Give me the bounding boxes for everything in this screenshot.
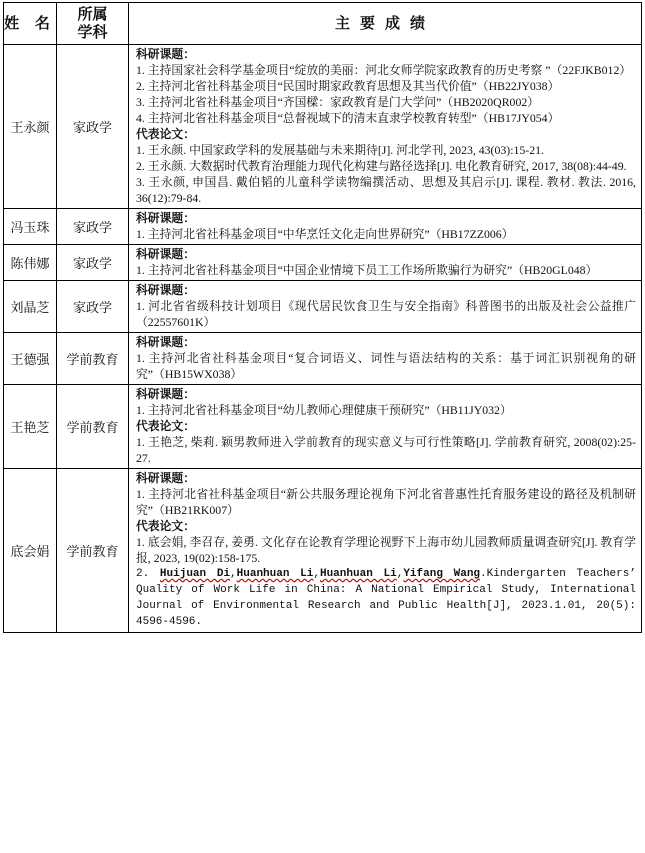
achievements-cell — [129, 45, 642, 209]
research-item: 1. 主持河北省社科基金项目“新公共服务理论视角下河北省普惠性托育服务建设的路径及机制研究”（HB21RK007） — [136, 487, 636, 517]
table-row — [4, 209, 642, 245]
papers-label: 代表论文： — [136, 419, 195, 433]
table-row — [4, 333, 642, 385]
research-item: 2. 主持河北省社科基金项目“民国时期家政教育思想及其当代价值”（HB22JY038） — [136, 79, 560, 93]
person-dept: 学前教育 — [57, 333, 129, 385]
research-label: 科研课题： — [136, 283, 195, 297]
header-dept — [57, 3, 129, 45]
achievements-cell — [129, 385, 642, 469]
research-label: 科研课题： — [136, 47, 195, 61]
papers-label: 代表论文： — [136, 127, 195, 141]
table-row — [4, 469, 642, 633]
achievements-cell — [129, 245, 642, 281]
paper-author: Yifang Wang — [403, 568, 481, 580]
research-item: 1. 主持河北省社科基金项目“幼儿教师心理健康干预研究”（HB11JY032） — [136, 403, 512, 417]
research-label: 科研课题： — [136, 335, 195, 349]
achievements-cell — [129, 281, 642, 333]
research-label: 科研课题： — [136, 211, 195, 225]
paper-item-en: 2. Huijuan Di,Huanhuan Li,Huanhuan Li,Yifang Wang.Kindergarten Teachers’ Quality of Work Life in China: A National Empirical Study, International Journal of Environmental Research and Public Health[J], 2023.1.01, 20(5): 4596-4596. — [136, 568, 636, 628]
table-row — [4, 385, 642, 469]
person-name: 王艳芝 — [4, 385, 57, 469]
paper-item: 1. 底会娟, 李召存, 姜勇. 文化存在论教育学理论视野下上海市幼儿园教师质量调查研究[J]. 教育学报, 2023, 19(02):158-175. — [136, 535, 636, 565]
research-item: 4. 主持河北省社科基金项目“总督视域下的清末直隶学校教育转型”（HB17JY054） — [136, 111, 560, 125]
paper-item: 1. 王永颜. 中国家政学科的发展基础与未来期待[J]. 河北学刊, 2023, 43(03):15-21. — [136, 143, 544, 157]
paper-item: 3. 王永颜, 申国昌. 戴伯韬的儿童科学读物编撰活动、思想及其启示[J]. 课程. 教材. 教法. 2016, 36(12):79-84. — [136, 175, 636, 205]
research-item: 3. 主持河北省社科基金项目“齐国樑：家政教育是门大学问”（HB2020QR002） — [136, 95, 540, 109]
header-name: 姓 名 — [4, 3, 57, 45]
person-name: 王德强 — [4, 333, 57, 385]
research-item: 1. 主持河北省社科基金项目“中华烹饪文化走向世界研究”（HB17ZZ006） — [136, 227, 514, 241]
achievements-cell — [129, 333, 642, 385]
header-achievements: 主要成绩 — [129, 3, 642, 45]
header-row — [4, 3, 642, 45]
research-item: 1. 主持河北省社科基金项目“中国企业情境下员工工作场所欺骗行为研究”（HB20GL048） — [136, 263, 598, 277]
research-item: 1. 主持河北省社科基金项目“复合词语义、词性与语法结构的关系：基于词汇识别视角的研究”（HB15WX038） — [136, 351, 636, 381]
research-item: 1. 主持国家社会科学基金项目“绽放的美丽：河北女师学院家政教育的历史考察 ”（22FJKB012） — [136, 63, 632, 77]
person-dept: 学前教育 — [57, 385, 129, 469]
paper-item: 2. 王永颜. 大数据时代教育治理能力现代化构建与路径选择[J]. 电化教育研究, 2017, 38(08):44-49. — [136, 159, 627, 173]
header-dept-text: 所属学科 — [77, 6, 108, 41]
achievements-table — [3, 2, 642, 633]
paper-number: 2. — [136, 568, 160, 580]
table-row — [4, 281, 642, 333]
research-label: 科研课题： — [136, 247, 195, 261]
paper-author: Huijuan Di — [159, 568, 231, 580]
person-dept: 家政学 — [57, 45, 129, 209]
person-dept: 家政学 — [57, 209, 129, 245]
person-dept: 学前教育 — [57, 469, 129, 633]
person-name: 陈伟娜 — [4, 245, 57, 281]
person-name: 王永颜 — [4, 45, 57, 209]
achievements-cell — [129, 469, 642, 633]
paper-rest: .Kindergarten Teachers’ Quality of Work Life in China: A National Empirical Study, International Journal of Environmental Research and Public Health[J], 2023.1.01, 20(5): 4596-4596. — [136, 568, 636, 628]
table-row — [4, 45, 642, 209]
research-label: 科研课题： — [136, 471, 195, 485]
papers-label: 代表论文： — [136, 519, 195, 533]
research-label: 科研课题： — [136, 387, 195, 401]
table-row — [4, 245, 642, 281]
person-dept: 家政学 — [57, 245, 129, 281]
person-name: 底会娟 — [4, 469, 57, 633]
achievements-cell — [129, 209, 642, 245]
person-dept: 家政学 — [57, 281, 129, 333]
person-name: 冯玉珠 — [4, 209, 57, 245]
person-name: 刘晶芝 — [4, 281, 57, 333]
paper-author: Huanhuan Li — [319, 568, 397, 580]
research-item: 1. 河北省省级科技计划项目《现代居民饮食卫生与安全指南》科普图书的出版及社会公益推广（22557601K） — [136, 299, 636, 329]
paper-item: 1. 王艳芝, 柴莉. 颖男教师进入学前教育的现实意义与可行性策略[J]. 学前教育研究, 2008(02):25-27. — [136, 435, 636, 465]
paper-author: Huanhuan Li — [236, 568, 314, 580]
